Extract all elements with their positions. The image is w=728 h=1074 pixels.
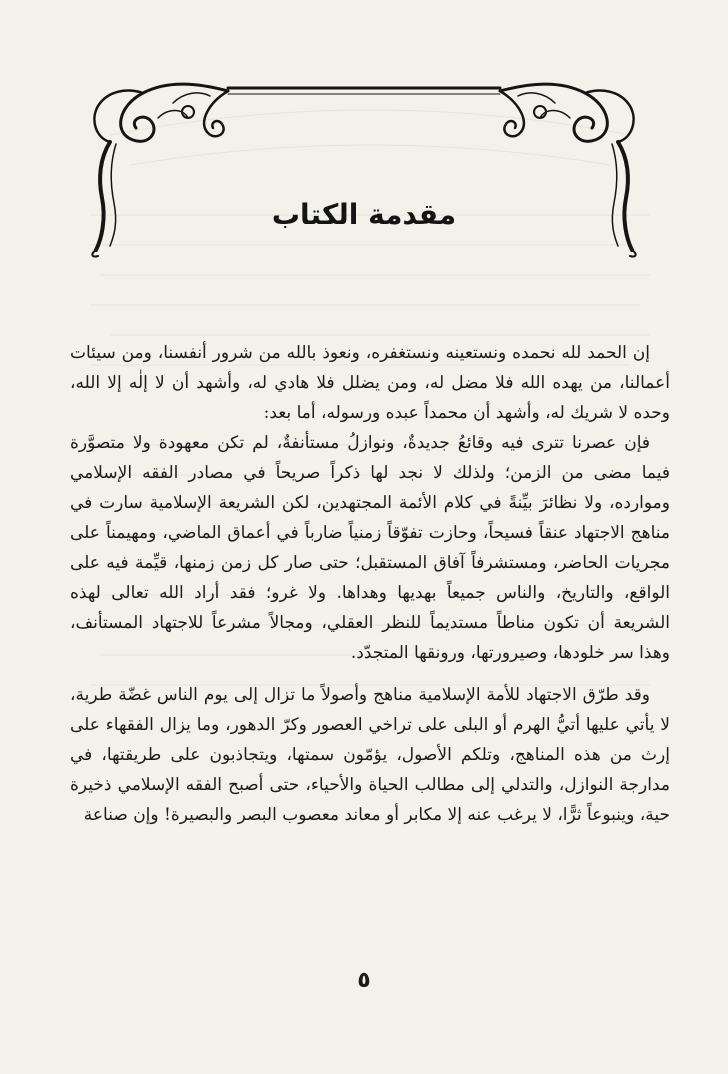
- header-ornament-icon: [88, 78, 640, 258]
- paragraph-opening: إن الحمد لله نحمده ونستعينه ونستغفره، ونعوذ بالله من شرور أنفسنا، ومن سيئات أعمالنا، من يهده الله فلا مضل له، ومن يضلل فلا هادي له، وأشهد أن لا إلٰه إلا الله، وحده لا شريك له، وأشهد أن محمداً عبده ورسوله، أما بعد:: [70, 343, 670, 423]
- paragraph-second: فإن عصرنا تترى فيه وقائعُ جديدةٌ، ونوازلُ مستأنفةٌ، لم تكن معهودة ولا متصوَّرة فيما مضى من الزمن؛ ولذلك لا نجد لها ذكراً صريحاً في مصادر الفقه الإسلامي وموارده، ولا نظائرَ بيِّنةً في كلام الأئمة المجتهدين، لكن الشريعة الإسلامية سارت في مناهج الاجتهاد عنقاً فسيحاً، وحازت تفوّقاً زمنياً ضارباً في أعماق الماضي، ومهيمناً على مجريات الحاضر، ومستشرفاً آفاق المستقبل؛ حتى صار كل زمن زمنها، قيِّمة فيه على الواقع، والتاريخ، والناس جميعاً بهديها وهداها. ولا غرو؛ فقد أراد الله تعالى لهذه الشريعة أن تكون مناطاً مستديماً للنظر العقلي، ومجالاً مشرعاً للاجتهاد المستأنف، وهذا سر خلودها، وصيرورتها، ورونقها المتجدّد.: [70, 433, 670, 663]
- body-text: [70, 338, 670, 830]
- chapter-title: مقدمة الكتاب: [271, 198, 457, 231]
- page-number: ٥: [357, 968, 371, 993]
- paragraph-third: وقد طرّق الاجتهاد للأمة الإسلامية مناهج وأصولاً ما تزال إلى يوم الناس غضّة طرية، لا يأتي عليها أتيُّ الهرم أو البلى على تراخي العصور وكرّ الدهور، وما يزال الفقهاء على إرث من هذه المناهج، وتلكم الأصول، يؤمّون سمتها، ويتجاذبون على طريقتها، في مدارجة النوازل، والتدلي إلى مطالب الحياة والأحياء، حتى أصبح الفقه الإسلامي ذخيرة حية، وينبوعاً ثرًّا، لا يرغب عنه إلا مكابر أو معاند معصوب البصر والبصيرة! وإن صناعة: [70, 685, 670, 825]
